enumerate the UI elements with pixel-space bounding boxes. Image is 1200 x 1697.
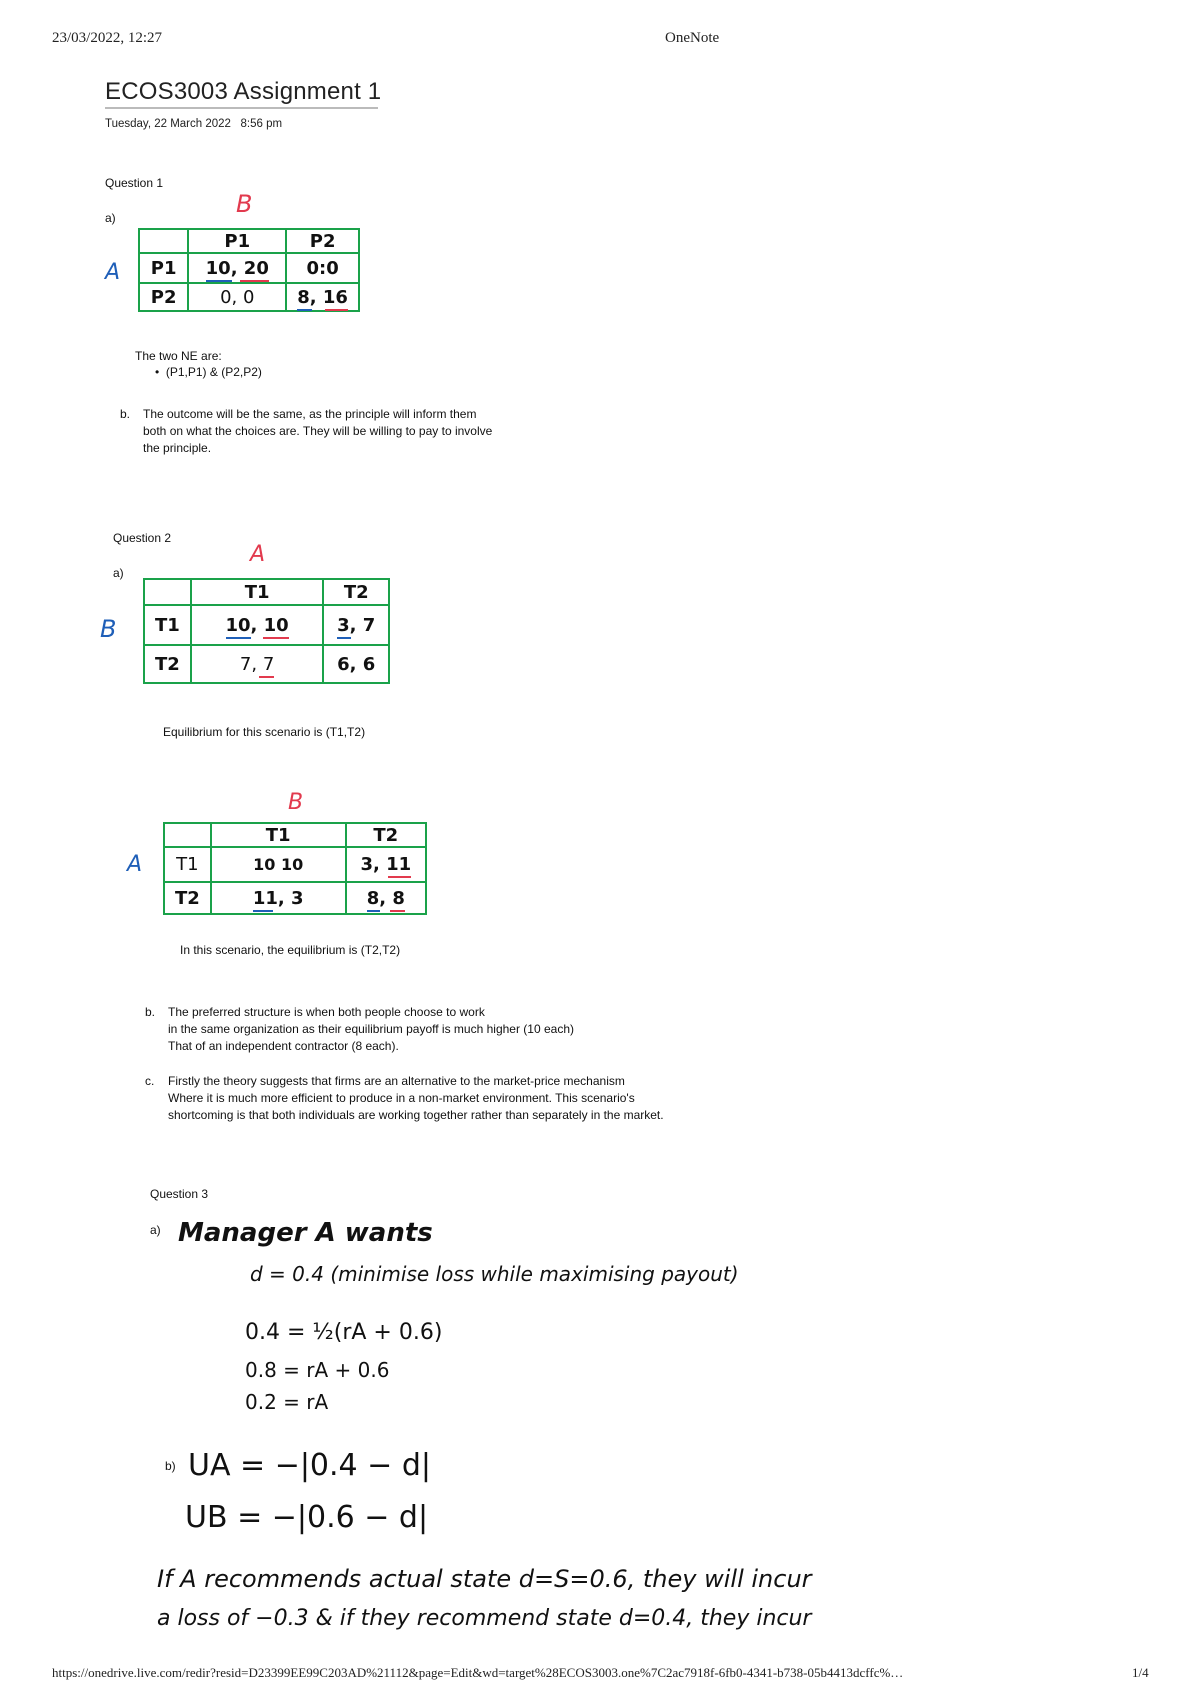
q2-t1-row-player: B [100, 615, 117, 643]
q2-part-c-label: c. [145, 1074, 155, 1088]
text-line: That of an independent contractor (8 each). [168, 1039, 399, 1053]
q1-ne-item-text: (P1,P1) & (P2,P2) [165, 365, 262, 379]
q1-cell [188, 253, 286, 283]
best-response-mark [253, 910, 273, 912]
page-time-text: 8:56 pm [240, 118, 283, 130]
best-response-mark [206, 280, 233, 282]
q1-col-player: B [236, 190, 253, 218]
q2-t1-row-header: T1 [144, 605, 191, 645]
text-line: in the same organization as their equilibrium payoff is much higher (10 each) [168, 1022, 574, 1036]
best-response-mark [325, 309, 348, 311]
q1-ne-item: • (P1,P1) & (P2,P2) [155, 365, 262, 379]
text-line: shortcoming is that both individuals are working together rather than separately in the market. [168, 1108, 664, 1122]
q2-t2-caption: In this scenario, the equilibrium is (T2,T2) [180, 943, 401, 957]
best-response-mark [388, 876, 411, 878]
q2-t1-cell: 6, 6 [323, 645, 389, 683]
q1-cell: 0, 0 [188, 283, 286, 311]
page-title: ECOS3003 Assignment 1 [105, 78, 382, 105]
q2-part-b-label: b. [145, 1005, 156, 1019]
best-response-mark [263, 637, 288, 639]
print-page-number: 1/4 [1132, 1665, 1149, 1680]
q3-heading: Question 3 [150, 1187, 209, 1201]
q1-cell [286, 283, 359, 311]
q1-cell-value: 10, 20 [205, 257, 269, 279]
q2-t1-caption: Equilibrium for this scenario is (T1,T2) [163, 725, 366, 739]
q3-ua-eq: UA = −|0.4 − d| [188, 1448, 432, 1483]
q2-t2-col-header: T2 [346, 823, 426, 847]
q2-t2-cell-value: 11, 3 [252, 887, 304, 909]
best-response-mark [367, 910, 380, 912]
q3-ub-eq: UB = −|0.6 − d| [185, 1500, 429, 1535]
q3-text1: If A recommends actual state d=S=0.6, they will incur [157, 1565, 812, 1593]
q1-col-header: P1 [188, 229, 286, 253]
q2-t2-cell: 10 10 [211, 847, 346, 882]
q2-t2-cell-value: 8, 8 [366, 887, 405, 909]
best-response-mark [240, 280, 268, 282]
q2-t2-row-player: A [127, 852, 143, 877]
q2-t2-row-header: T1 [164, 847, 211, 882]
q2-t2-col-player: B [288, 790, 304, 815]
q1-col-header: P2 [286, 229, 359, 253]
q3-line1: Manager A wants [178, 1218, 433, 1248]
best-response-mark [337, 637, 350, 639]
q1-part-a-label: a) [105, 211, 116, 225]
q3-line2: d = 0.4 (minimise loss while maximising payout) [250, 1262, 739, 1286]
q1-row-header: P2 [139, 283, 188, 311]
q2-t1-col-player: A [250, 542, 266, 567]
text-line: the principle. [143, 441, 212, 455]
q1-part-b-text [143, 406, 492, 457]
title-underline [105, 107, 378, 109]
q2-part-a-label: a) [113, 566, 124, 580]
q2-t1-corner-cell [144, 579, 191, 605]
best-response-mark [390, 910, 405, 912]
q1-cell-value: 8, 16 [297, 286, 348, 308]
q3-eq1: 0.4 = ½(rA + 0.6) [245, 1320, 443, 1345]
text-line: The outcome will be the same, as the principle will inform them [143, 407, 477, 421]
q2-heading: Question 2 [113, 531, 172, 545]
q2-t1-col-header: T1 [191, 579, 324, 605]
q1-row-header: P1 [139, 253, 188, 283]
q2-t2-cell [211, 882, 346, 914]
q2-t2-row-header: T2 [164, 882, 211, 914]
q2-t1-cell-value: 3, 7 [337, 614, 376, 636]
q2-part-c-text [168, 1073, 664, 1124]
text-line: both on what the choices are. They will be willing to pay to involve [143, 424, 493, 438]
print-footer-url: https://onedrive.live.com/redir?resid=D23399EE99C203AD%21112&page=Edit&wd=target%28ECOS3003.one%7C2ac7918f-6fb0-4341-b738-05b4413dcffc%… [52, 1665, 904, 1680]
q3-eq3: 0.2 = rA [245, 1390, 329, 1414]
q2-t2-col-header: T1 [211, 823, 346, 847]
q1-payoff-table [138, 228, 360, 312]
q2-t1-cell [191, 645, 324, 683]
q1-row-player: A [105, 260, 121, 285]
q2-t2-cell [346, 882, 426, 914]
page-date-text: Tuesday, 22 March 2022 [105, 118, 231, 130]
best-response-mark [297, 309, 312, 311]
q1-part-b-label: b. [120, 407, 131, 421]
q3-eq2: 0.8 = rA + 0.6 [245, 1358, 390, 1382]
q1-cell: 0:0 [286, 253, 359, 283]
q1-corner-cell [139, 229, 188, 253]
q2-t2-corner-cell [164, 823, 211, 847]
q2-t1-row-header: T2 [144, 645, 191, 683]
q3-part-a-label: a) [150, 1223, 161, 1237]
q3-part-b-label: b) [165, 1459, 176, 1473]
print-datetime: 23/03/2022, 12:27 [52, 30, 163, 46]
q2-t1-cell [191, 605, 324, 645]
best-response-mark [226, 637, 251, 639]
q3-text2: a loss of −0.3 & if they recommend state d=0.4, they incur [157, 1606, 812, 1631]
q1-heading: Question 1 [105, 176, 164, 190]
q2-t1-cell [323, 605, 389, 645]
text-line: Firstly the theory suggests that firms are an alternative to the market-price mechanism [168, 1074, 625, 1088]
q2-payoff-table-1 [143, 578, 390, 684]
q2-t1-cell-value: 10, 10 [225, 614, 289, 636]
print-app-name: OneNote [665, 30, 720, 46]
q2-t2-cell-value: 3, 11 [360, 854, 412, 875]
q2-part-b-text [168, 1004, 574, 1055]
page-date [105, 118, 282, 130]
q1-ne-intro: The two NE are: [135, 349, 222, 363]
text-line: Where it is much more efficient to produce in a non-market environment. This scenario's [168, 1091, 635, 1105]
best-response-mark [259, 676, 274, 678]
q2-t2-cell [346, 847, 426, 882]
q2-t1-col-header: T2 [323, 579, 389, 605]
q2-t1-cell-value: 7, 7 [239, 653, 275, 675]
text-line: The preferred structure is when both people choose to work [168, 1005, 485, 1019]
q2-payoff-table-2 [163, 822, 427, 915]
